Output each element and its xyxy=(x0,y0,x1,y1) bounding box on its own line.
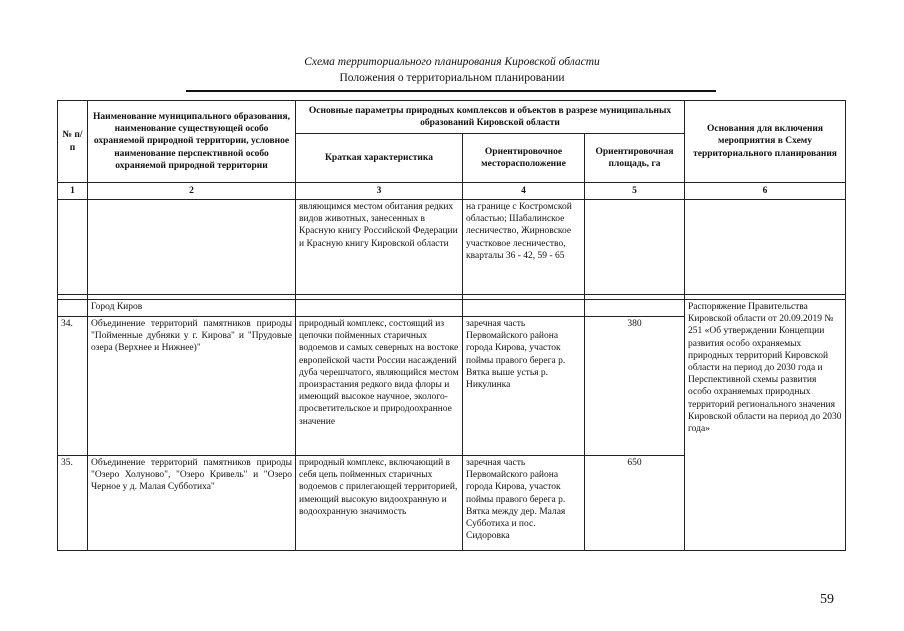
row-location: заречная часть Первомайского района города Кирова, участок поймы правого берега р. Вятка выше устья р. Никулинка xyxy=(463,317,585,456)
row-area: 380 xyxy=(585,317,685,456)
page-number: 59 xyxy=(820,592,834,607)
document-subtitle: Положения о территориальном планировании xyxy=(339,72,565,84)
table-header-row xyxy=(58,101,846,134)
header-rule xyxy=(186,90,716,92)
row-name: Объединение территорий памятников природы "Озеро Холуново", "Озеро Кривель" и "Озеро Черное у д. Малая Субботиха" xyxy=(88,456,296,551)
row-characteristic: природный комплекс, состоящий из цепочки пойменных старичных водоемов и самых северных на востоке европейской части России насаждений дуба черешчатого, являющийся местом произрастания редкого вида флоры и имеющий высокое научное, эколого-просветительское и природоохранное значение xyxy=(296,317,463,456)
header-col-number: № п/п xyxy=(58,101,88,183)
header-group-parameters: Основные параметры природных комплексов и объектов в разрезе муниципальных образований Кировской области xyxy=(296,101,685,134)
header-col-basis: Основания для включения мероприятия в Схему территориального планирования xyxy=(685,101,846,183)
column-number: 5 xyxy=(585,183,685,200)
planning-table xyxy=(57,100,846,551)
row-number: 35. xyxy=(58,456,88,551)
header-col-location: Ориентировочное месторасположение xyxy=(463,134,585,183)
continuation-location: на границе с Костромской областью; Шабалинское лесничество, Жирновское участковое лесничество, кварталы 36 - 42, 59 - 65 xyxy=(463,200,585,295)
row-number: 34. xyxy=(58,317,88,456)
header-col-characteristic: Краткая характеристика xyxy=(296,134,463,183)
section-row xyxy=(58,300,846,317)
header-col-area: Ориентировочная площадь, га xyxy=(585,134,685,183)
section-title: Город Киров xyxy=(88,300,296,317)
column-number: 3 xyxy=(296,183,463,200)
column-number: 6 xyxy=(685,183,846,200)
row-name: Объединение территорий памятников природы "Пойменные дубняки у г. Кирова" и "Прудовые озера (Верхнее и Нижнее)" xyxy=(88,317,296,456)
column-number: 1 xyxy=(58,183,88,200)
document-title: Схема территориального планирования Кировской области xyxy=(304,56,600,68)
continuation-characteristic: являющимся местом обитания редких видов животных, занесенных в Красную книгу Российской Федерации и Красную книгу Кировской области xyxy=(296,200,463,295)
row-characteristic: природный комплекс, включающий в себя цепь пойменных старичных водоемов с прилегающей территорией, имеющий высокую видоохранную и водоохранную значимость xyxy=(296,456,463,551)
column-number: 2 xyxy=(88,183,296,200)
continuation-row xyxy=(58,200,846,295)
row-location: заречная часть Первомайского района города Кирова, участок поймы правого берега р. Вятка между дер. Малая Субботиха и пос. Сидоровка xyxy=(463,456,585,551)
row-area: 650 xyxy=(585,456,685,551)
column-number-row xyxy=(58,183,846,200)
section-basis: Распоряжение Правительства Кировской области от 20.09.2019 № 251 «Об утверждении Концепции развития особо охраняемых природных территорий Кировской области на период до 2030 года и Перспективной схемы развития особо охраняемых природных территорий регионального значения Кировской области на период до 2030 года» xyxy=(685,300,846,551)
header-col-name: Наименование муниципального образования, наименование существующей особо охраняемой природной территории, условное наименование перспективной особо охраняемой природной территории xyxy=(88,101,296,183)
column-number: 4 xyxy=(463,183,585,200)
